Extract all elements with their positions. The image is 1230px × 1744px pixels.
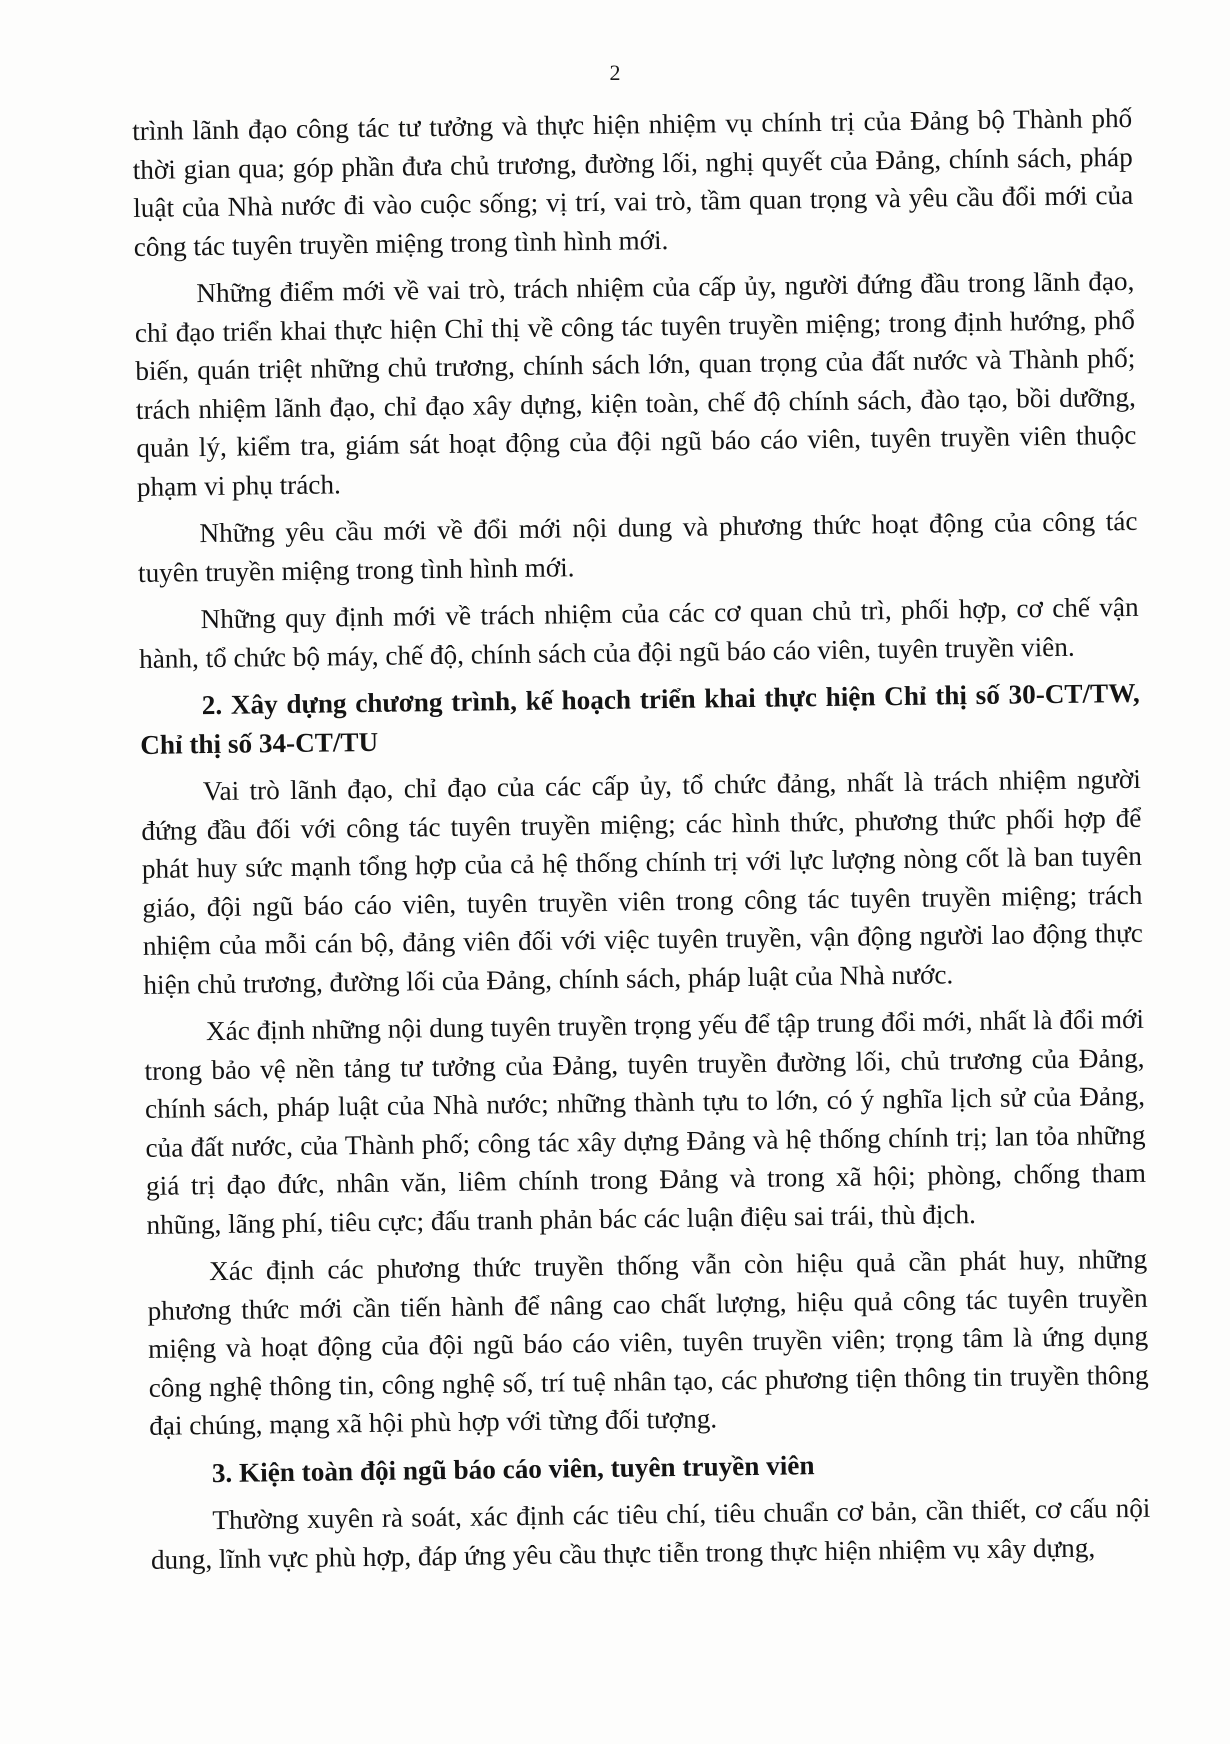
paragraph-review-criteria: Thường xuyên rà soát, xác định các tiêu chí, tiêu chuẩn cơ bản, cần thiết, cơ cấu nội dung, lĩnh vực phù hợp, đáp ứng yêu cầu thực tiễn trong thực hiện nhiệm vụ xây dựng, xyxy=(150,1492,1151,1575)
paragraph-methods: Xác định các phương thức truyền thống vẫn còn hiệu quả cần phát huy, những phương thức mới cần tiến hành để nâng cao chất lượng, hiệu quả công tác tuyên truyền miệng và hoạt động của đội ngũ báo cáo viên, tuyên truyền viên; trọng tâm là ứng dụng công nghệ thông tin, công nghệ số, trí tuệ nhân tạo, các phương tiện thông tin truyền thông đại chúng, mạng xã hội phù hợp với từng đối tượng. xyxy=(147,1243,1149,1441)
paragraph-key-content: Xác định những nội dung tuyên truyền trọng yếu để tập trung đổi mới, nhất là đổi mới trong bảo vệ nền tảng tư tưởng của Đảng, tuyên truyền đường lối, chủ trương của Đảng, chính sách, pháp luật của Nhà nước; những thành tựu to lớn, có ý nghĩa lịch sử của Đảng, của đất nước, của Thành phố; công tác xây dựng Đảng và hệ thống chính trị; lan tỏa những giá trị đạo đức, nhân văn, liêm chính trong Đảng và trong xã hội; phòng, chống tham nhũng, lãng phí, tiêu cực; đấu tranh phản bác các luận điệu sai trái, thù địch. xyxy=(144,1003,1147,1240)
section-heading-3: 3. Kiện toàn đội ngũ báo cáo viên, tuyên truyền viên xyxy=(211,1449,815,1488)
document-body xyxy=(132,99,1151,1588)
paragraph-new-regulations: Những quy định mới về trách nhiệm của các cơ quan chủ trì, phối hợp, cơ chế vận hành, tổ chức bộ máy, chế độ, chính sách của đội ngũ báo cáo viên, tuyên truyền viên. xyxy=(138,591,1139,674)
page-number: 2 xyxy=(609,60,621,85)
paragraph-new-points-roles: Những điểm mới về vai trò, trách nhiệm của cấp ủy, người đứng đầu trong lãnh đạo, chỉ đạo triển khai thực hiện Chỉ thị về công tác tuyên truyền miệng; trong định hướng, phổ biến, quán triệt những chủ trương, chính sách lớn, quan trọng của đất nước và Thành phố; trách nhiệm lãnh đạo, chỉ đạo xây dựng, kiện toàn, chế độ chính sách, đào tạo, bồi dưỡng, quản lý, kiểm tra, giám sát hoạt động của đội ngũ báo cáo viên, tuyên truyền viên thuộc phạm vi phụ trách. xyxy=(134,265,1137,502)
section-heading-2: 2. Xây dựng chương trình, kế hoạch triển khai thực hiện Chỉ thị số 30-CT/TW, Chỉ thị số 34-CT/TU xyxy=(140,677,1140,760)
paragraph-leadership-role: Vai trò lãnh đạo, chỉ đạo của các cấp ủy, tổ chức đảng, nhất là trách nhiệm người đứng đầu đối với công tác tuyên truyền miệng; các hình thức, phương thức phối hợp để phát huy sức mạnh tổng hợp của cả hệ thống chính trị với lực lượng nòng cốt là ban tuyên giáo, đội ngũ báo cáo viên, tuyên truyền viên trong công tác tuyên truyền miệng; trách nhiệm của mỗi cán bộ, đảng viên đối với việc tuyên truyền, vận động người lao động thực hiện chủ trương, đường lối của Đảng, chính sách, pháp luật của Nhà nước. xyxy=(141,763,1144,1000)
paragraph-new-requirements: Những yêu cầu mới về đổi mới nội dung và phương thức hoạt động của công tác tuyên truyền miệng trong tình hình mới. xyxy=(137,505,1138,588)
paragraph-continuation: trình lãnh đạo công tác tư tưởng và thực hiện nhiệm vụ chính trị của Đảng bộ Thành phố thời gian qua; góp phần đưa chủ trương, đường lối, nghị quyết của Đảng, chính sách, pháp luật của Nhà nước đi vào cuộc sống; vị trí, vai trò, tầm quan trọng và yêu cầu đổi mới của công tác tuyên truyền miệng trong tình hình mới. xyxy=(132,102,1134,262)
